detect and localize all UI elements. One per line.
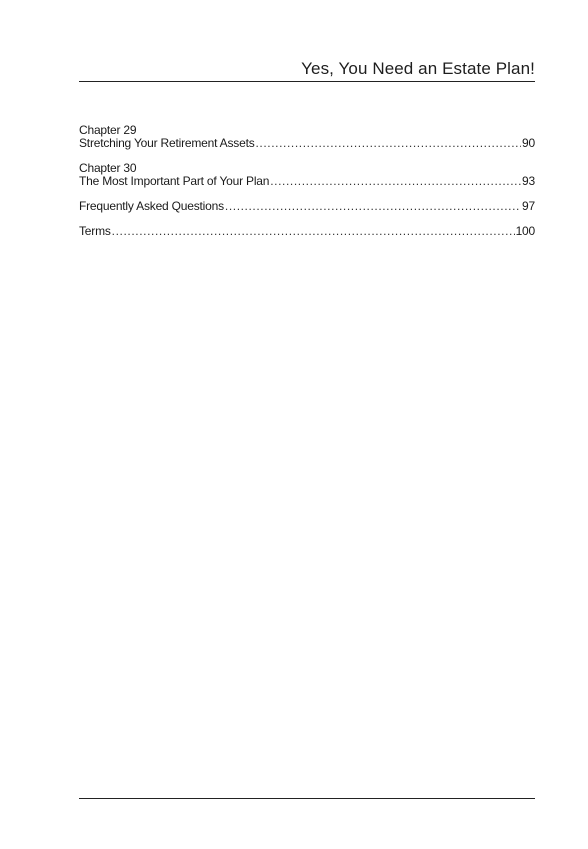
running-header-title: Yes, You Need an Estate Plan!: [301, 59, 535, 78]
dot-leader: [112, 225, 515, 238]
footer-rule: [79, 798, 535, 799]
toc-line: [79, 200, 535, 213]
toc-entry-faq: [79, 200, 535, 213]
entry-title: Terms: [79, 224, 111, 238]
toc-entry-chapter-30: [79, 162, 535, 188]
page-number: 90: [522, 136, 535, 150]
dot-leader: [256, 137, 522, 150]
toc-line: [79, 225, 535, 238]
table-of-contents: [79, 124, 535, 238]
chapter-label: Chapter 30: [79, 161, 137, 175]
dot-leader: [225, 200, 521, 213]
header-rule: [79, 81, 535, 82]
dot-leader: [270, 175, 521, 188]
page-number: 97: [522, 199, 535, 213]
entry-title: Stretching Your Retirement Assets: [79, 136, 255, 150]
page-number: 100: [515, 224, 535, 238]
toc-line: [79, 137, 535, 150]
toc-line: [79, 175, 535, 188]
toc-entry-terms: [79, 225, 535, 238]
page-number: 93: [522, 174, 535, 188]
toc-entry-chapter-29: [79, 124, 535, 150]
chapter-label: Chapter 29: [79, 123, 137, 137]
entry-title: Frequently Asked Questions: [79, 199, 224, 213]
entry-title: The Most Important Part of Your Plan: [79, 174, 270, 188]
